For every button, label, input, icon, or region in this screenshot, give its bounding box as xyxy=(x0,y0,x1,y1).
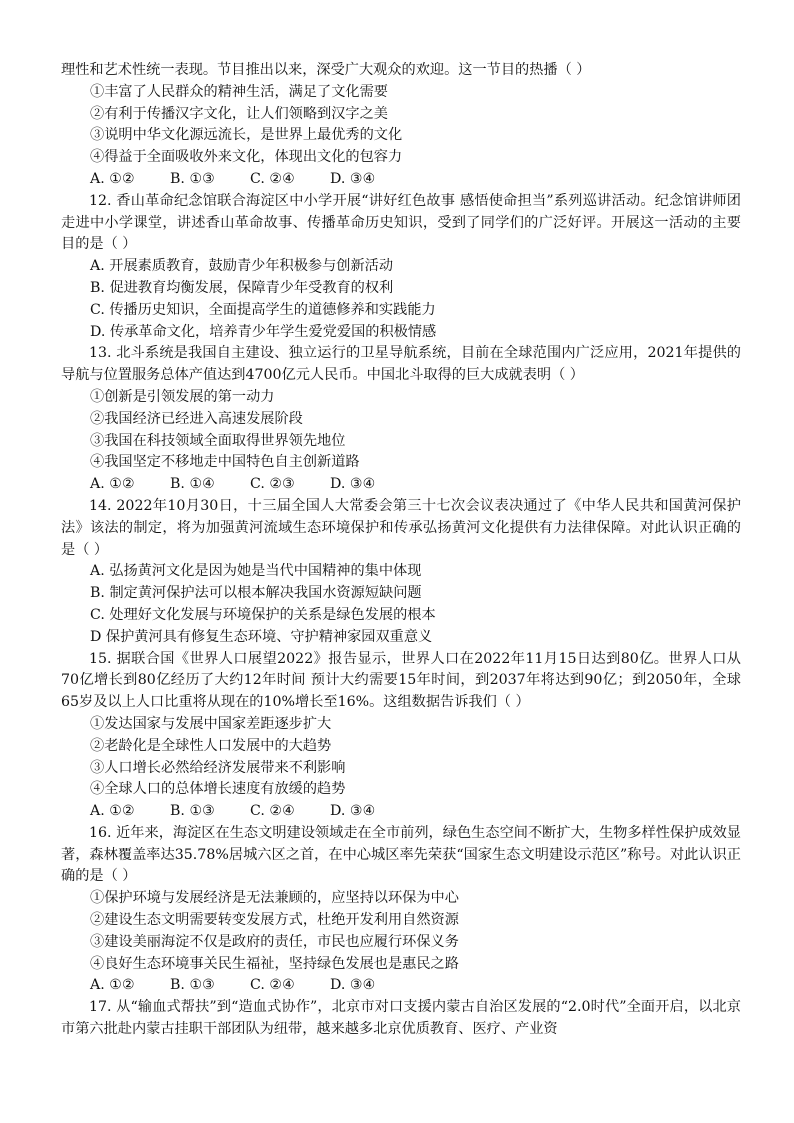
q11-choice-b: B. ①③ xyxy=(170,170,215,187)
q11-choices xyxy=(61,169,741,191)
q15-option-4: ④全球人口的总体增长速度有放缓的趋势 xyxy=(90,781,346,798)
q17-stem: 17. 从“输血式帮扶”到“造血式协作”，北京市对口支援内蒙古自治区发展的“2.0时代”全面开启，以北京市第六批赴内蒙古挂职干部团队为纽带，越来越多北京优质教育、医疗、产业资 xyxy=(61,999,741,1038)
q11-choice-a: A. ①② xyxy=(90,170,135,187)
q11-stem-tail: 理性和艺术性统一表现。节目推出以来，深受广大观众的欢迎。这一节目的热播（ ） xyxy=(61,62,591,78)
q16-option-2: ②建设生态文明需要转变发展方式，杜绝开发利用自然资源 xyxy=(90,912,459,929)
q15-choice-c: C. ②④ xyxy=(250,803,295,820)
q13-choices xyxy=(61,474,741,496)
q16-option-1: ①保护环境与发展经济是无法兼顾的，应坚持以环保为中心 xyxy=(90,890,459,907)
q16-option-4: ④良好生态环境事关民生福祉，坚持绿色发展也是惠民之路 xyxy=(90,955,459,972)
q14-option-b: B. 制定黄河保护法可以根本解决我国水资源短缺问题 xyxy=(90,585,422,602)
q13-stem: 13. 北斗系统是我国自主建设、独立运行的卫星导航系统，目前在全球范围内广泛应用，2021年提供的导航与位置服务总体产值达到4700亿元人民币。中国北斗取得的巨大成就表明（ ） xyxy=(61,345,741,384)
q13-option-4: ④我国坚定不移地走中国特色自主创新道路 xyxy=(90,454,360,471)
q13-choice-c: C. ②③ xyxy=(250,476,295,493)
q15-choice-b: B. ①③ xyxy=(170,803,215,820)
q13-option-1: ①创新是引领发展的第一动力 xyxy=(90,388,275,405)
q11-option-4: ④得益于全面吸收外来文化，体现出文化的包容力 xyxy=(90,149,403,166)
q15-option-2: ②老龄化是全球性人口发展中的大趋势 xyxy=(90,737,332,754)
q13-choice-d: D. ③④ xyxy=(330,476,376,493)
q15-choice-a: A. ①② xyxy=(90,803,135,820)
q12-stem: 12. 香山革命纪念馆联合海淀区中小学开展“讲好红色故事 感悟使命担当”系列巡讲活动。纪念馆讲师团走进中小学课堂，讲述香山革命故事、传播革命历史知识，受到了同学们的广泛好评。开展这一活动的主要目的是（ ） xyxy=(61,192,741,253)
q16-choice-a: A. ①② xyxy=(90,977,135,994)
q15-choices xyxy=(61,801,741,823)
q13-option-3: ③我国在科技领域全面取得世界领先地位 xyxy=(90,432,346,449)
page-content xyxy=(61,60,741,1041)
q13-option-2: ②我国经济已经进入高速发展阶段 xyxy=(90,410,303,427)
q15-option-3: ③人口增长必然给经济发展带来不利影响 xyxy=(90,759,346,776)
q13-choice-b: B. ①④ xyxy=(170,476,215,493)
q16-choice-c: C. ②④ xyxy=(250,977,295,994)
q14-option-c: C. 处理好文化发展与环境保护的关系是绿色发展的根本 xyxy=(90,606,436,623)
q12-option-c: C. 传播历史知识，全面提高学生的道德修养和实践能力 xyxy=(90,301,436,318)
q13-choice-a: A. ①② xyxy=(90,476,135,493)
q12-option-a: A. 开展素质教育，鼓励青少年积极参与创新活动 xyxy=(90,258,394,275)
q16-option-3: ③建设美丽海淀不仅是政府的责任，市民也应履行环保义务 xyxy=(90,933,459,950)
q15-stem: 15. 据联合国《世界人口展望2022》报告显示，世界人口在2022年11月15日达到80亿。世界人口从70亿增长到80亿经历了大约12年时间 预计大约需要15年时间，到2037年将达到90亿；到2050年，全球65岁及以上人口比重将从现在的10%增长至16%。这组数据告诉我们（ ） xyxy=(61,650,741,711)
q16-choice-b: B. ①③ xyxy=(170,977,215,994)
q15-choice-d: D. ③④ xyxy=(330,803,376,820)
q11-option-3: ③说明中华文化源远流长，是世界上最优秀的文化 xyxy=(90,127,403,144)
q16-choice-d: D. ③④ xyxy=(330,977,376,994)
q14-option-d: D 保护黄河具有修复生态环境、守护精神家园双重意义 xyxy=(90,628,433,645)
q12-option-d: D. 传承革命文化，培养青少年学生爱党爱国的积极情感 xyxy=(90,323,437,340)
q14-option-a: A. 弘扬黄河文化是因为她是当代中国精神的集中体现 xyxy=(90,563,422,580)
q11-choice-d: D. ③④ xyxy=(330,170,376,187)
q12-option-b: B. 促进教育均衡发展，保障青少年受教育的权利 xyxy=(90,279,394,296)
q16-stem: 16. 近年来，海淀区在生态文明建设领域走在全市前列，绿色生态空间不断扩大，生物多样性保护成效显著，森林覆盖率达35.78%居城六区之首，在中心城区率先荣获“国家生态文明建设示范区”称号。对此认识正确的是（ ） xyxy=(61,824,741,885)
q16-choices xyxy=(61,975,741,997)
q15-option-1: ①发达国家与发展中国家差距逐步扩大 xyxy=(90,715,332,732)
q11-option-1: ①丰富了人民群众的精神生活，满足了文化需要 xyxy=(90,83,388,100)
q11-choice-c: C. ②④ xyxy=(250,170,295,187)
q14-stem: 14. 2022年10月30日，十三届全国人大常委会第三十七次会议表决通过了《中华人民共和国黄河保护法》该法的制定，将为加强黄河流域生态环境保护和传承弘扬黄河文化提供有力法律保障。对此认识正确的是（ ） xyxy=(61,497,741,558)
q11-option-2: ②有利于传播汉字文化，让人们领略到汉字之美 xyxy=(90,105,388,122)
